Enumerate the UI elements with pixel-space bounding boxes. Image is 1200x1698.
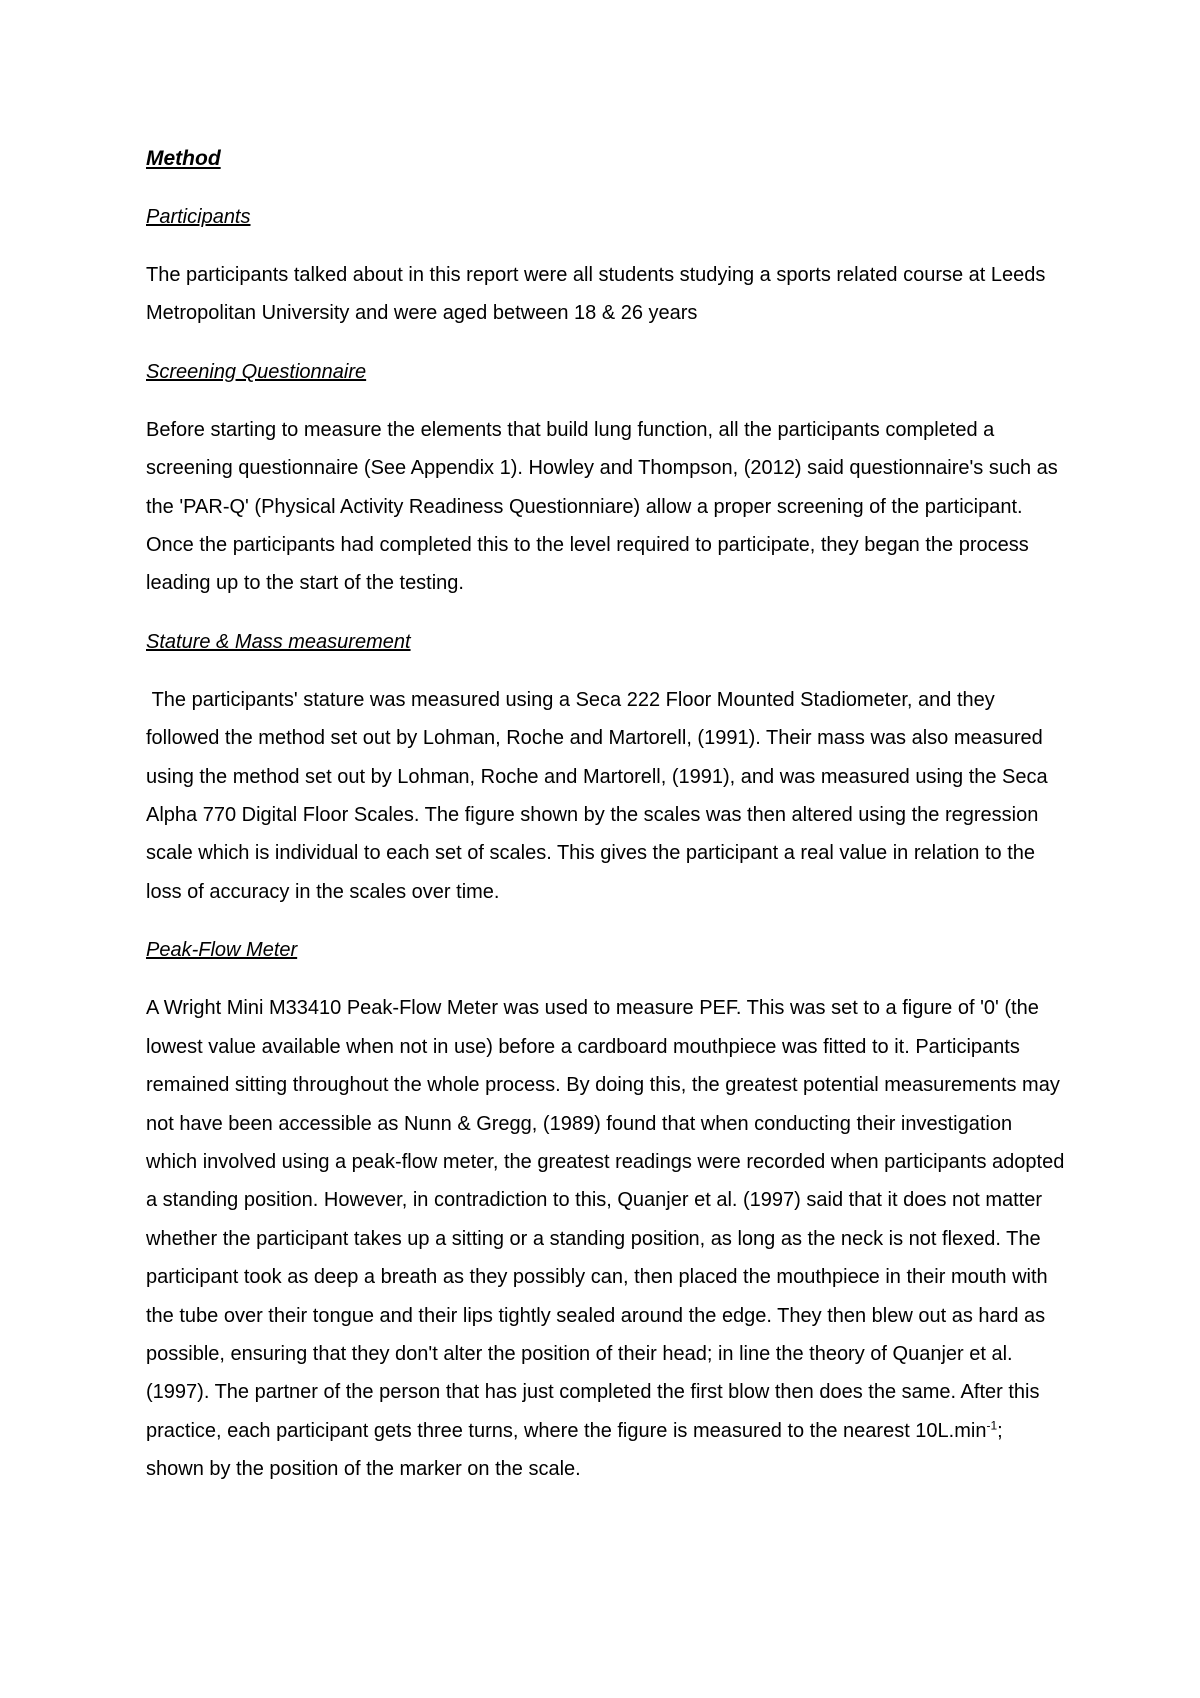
paragraph-screening-questionnaire: Before starting to measure the elements that build lung function, all the participants completed a screening questionnaire (See Appendix 1). Howley and Thompson, (2012) said questionnaire's such as the 'PAR-Q' (Physical Activity Readiness Questionniare) allow a proper screening of the participant. Once the participants had completed this to the level required to participate, they began the process leading up to the start of the testing. (146, 418, 1058, 595)
heading-stature-mass: Stature & Mass measurement (146, 630, 411, 653)
paragraph-peak-flow-end: ; shown by the position of the marker on the scale. (146, 1419, 1003, 1481)
heading-peak-flow-meter: Peak-Flow Meter (146, 939, 298, 962)
unit-superscript: -1 (986, 1418, 998, 1433)
paragraph-stature-mass: The participants' stature was measured using a Seca 222 Floor Mounted Stadiometer, and they followed the method set out by Lohman, Roche and Martorell, (1991). Their mass was also measured using the method set out by Lohman, Roche and Martorell, (1991), and was measured using the Seca Alpha 770 Digital Floor Scales. The figure shown by the scales was then altered using the regression scale which is individual to each set of scales. This gives the participant a real value in relation to the loss of accuracy in the scales over time. (146, 688, 1053, 903)
document-page (146, 140, 1066, 1509)
paragraph-participants: The participants talked about in this report were all students studying a sports related course at Leeds Metropolitan University and were aged between 18 & 26 years (146, 264, 1046, 325)
paragraph-peak-flow-main: A Wright Mini M33410 Peak-Flow Meter was used to measure PEF. This was set to a figure of '0' (the lowest value available when not in use) before a cardboard mouthpiece was fitted to it. Participants remained sitting throughout the whole process. By doing this, the greatest potential measurements may not have been accessible as Nunn & Gregg, (1989) found that when conducting their investigation which involved using a peak-flow meter, the greatest readings were recorded when participants adopted a standing position. However, in contradiction to this, Quanjer et al. (1997) said that it does not matter whether the participant takes up a sitting or a standing position, as long as the neck is not flexed. The participant took as deep a breath as they possibly can, then placed the mouthpiece in their mouth with the tube over their tongue and their lips tightly sealed around the edge. They then blew out as hard as possible, ensuring that they don't alter the position of their head; in line the theory of Quanjer et al. (1997). The partner of the person that has just completed the first blow then does the same. After this practice, each participant gets three turns, where the figure is measured to the nearest 10L.min (146, 997, 1065, 1442)
section-title-method: Method (146, 147, 221, 170)
paragraph-peak-flow-meter (146, 989, 1066, 1488)
heading-screening-questionnaire: Screening Questionnaire (146, 360, 367, 383)
heading-participants: Participants (146, 206, 251, 228)
